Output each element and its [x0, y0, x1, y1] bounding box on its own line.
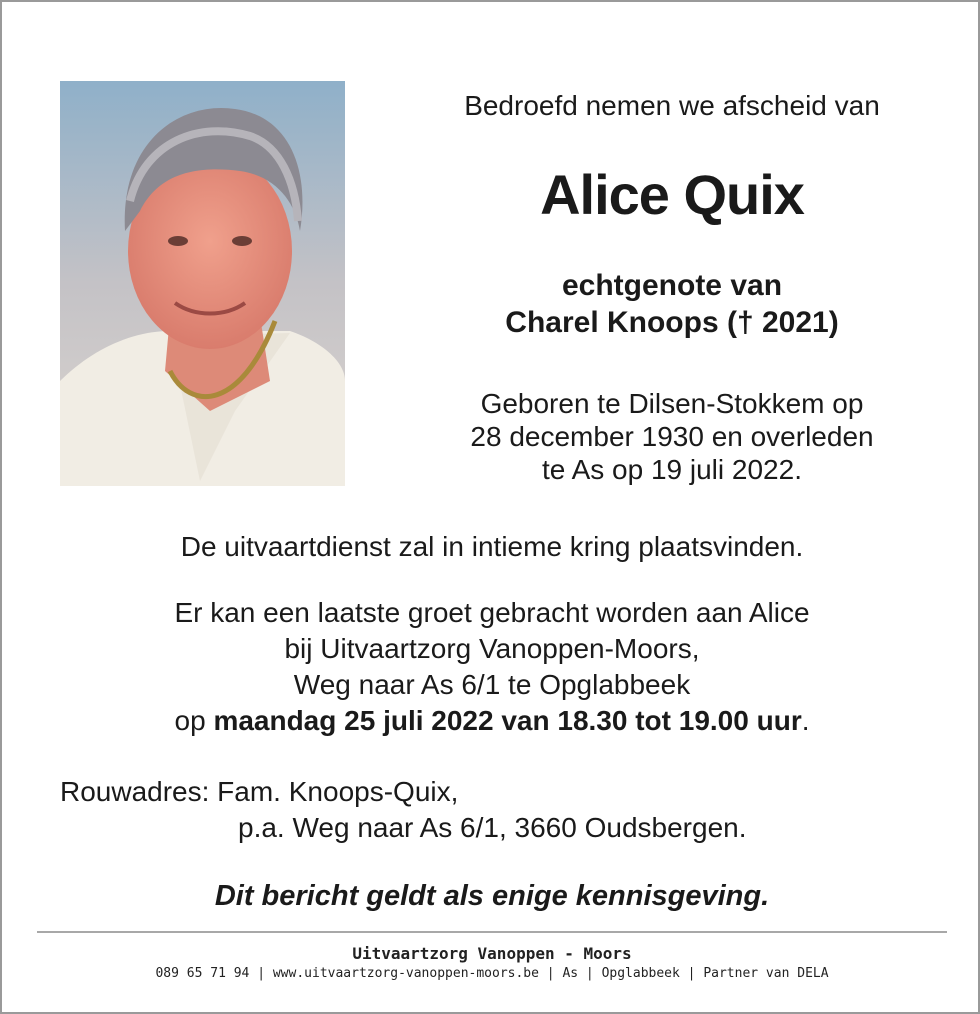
birth-line-2: 28 december 1930 en overleden	[470, 421, 874, 452]
footer-divider	[37, 931, 947, 933]
visitation-block	[2, 595, 980, 739]
notice-text: Dit bericht geldt als enige kennisgeving.	[214, 880, 770, 912]
funeral-home-info: 089 65 71 94 | www.uitvaartzorg-vanoppen-moors.be | As | Opglabbeek | Partner van DELA	[155, 966, 829, 981]
visitation-datetime: maandag 25 juli 2022 van 18.30 tot 19.00 uur	[213, 705, 802, 736]
visitation-line-3: Weg naar As 6/1 te Opglabbeek	[293, 669, 691, 700]
portrait-photo	[60, 81, 345, 486]
spouse-block	[372, 267, 972, 341]
visitation-suffix: .	[801, 705, 810, 736]
birth-death-block	[372, 387, 972, 486]
visitation-line-4	[2, 703, 980, 739]
funeral-home-name: Uitvaartzorg Vanoppen - Moors	[352, 944, 632, 963]
address-line-2: p.a. Weg naar As 6/1, 3660 Oudsbergen.	[238, 812, 747, 843]
service-text: De uitvaartdienst zal in intieme kring plaatsvinden.	[180, 531, 804, 562]
portrait-image	[60, 81, 345, 486]
visitation-line-1: Er kan een laatste groet gebracht worden aan Alice	[174, 597, 810, 628]
spouse-line-2: Charel Knoops († 2021)	[505, 306, 839, 339]
intro-text: Bedroefd nemen we afscheid van	[464, 90, 880, 121]
address-line-1: Rouwadres: Fam. Knoops-Quix,	[60, 776, 459, 807]
mourning-address	[60, 774, 747, 846]
visitation-prefix: op	[174, 705, 214, 736]
birth-line-3: te As op 19 juli 2022.	[542, 454, 802, 485]
deceased-name: Alice Quix	[540, 163, 804, 226]
spouse-line-1: echtgenote van	[561, 269, 783, 302]
visitation-line-2: bij Uitvaartzorg Vanoppen-Moors,	[284, 633, 700, 664]
birth-line-1: Geboren te Dilsen-Stokkem op	[480, 388, 864, 419]
